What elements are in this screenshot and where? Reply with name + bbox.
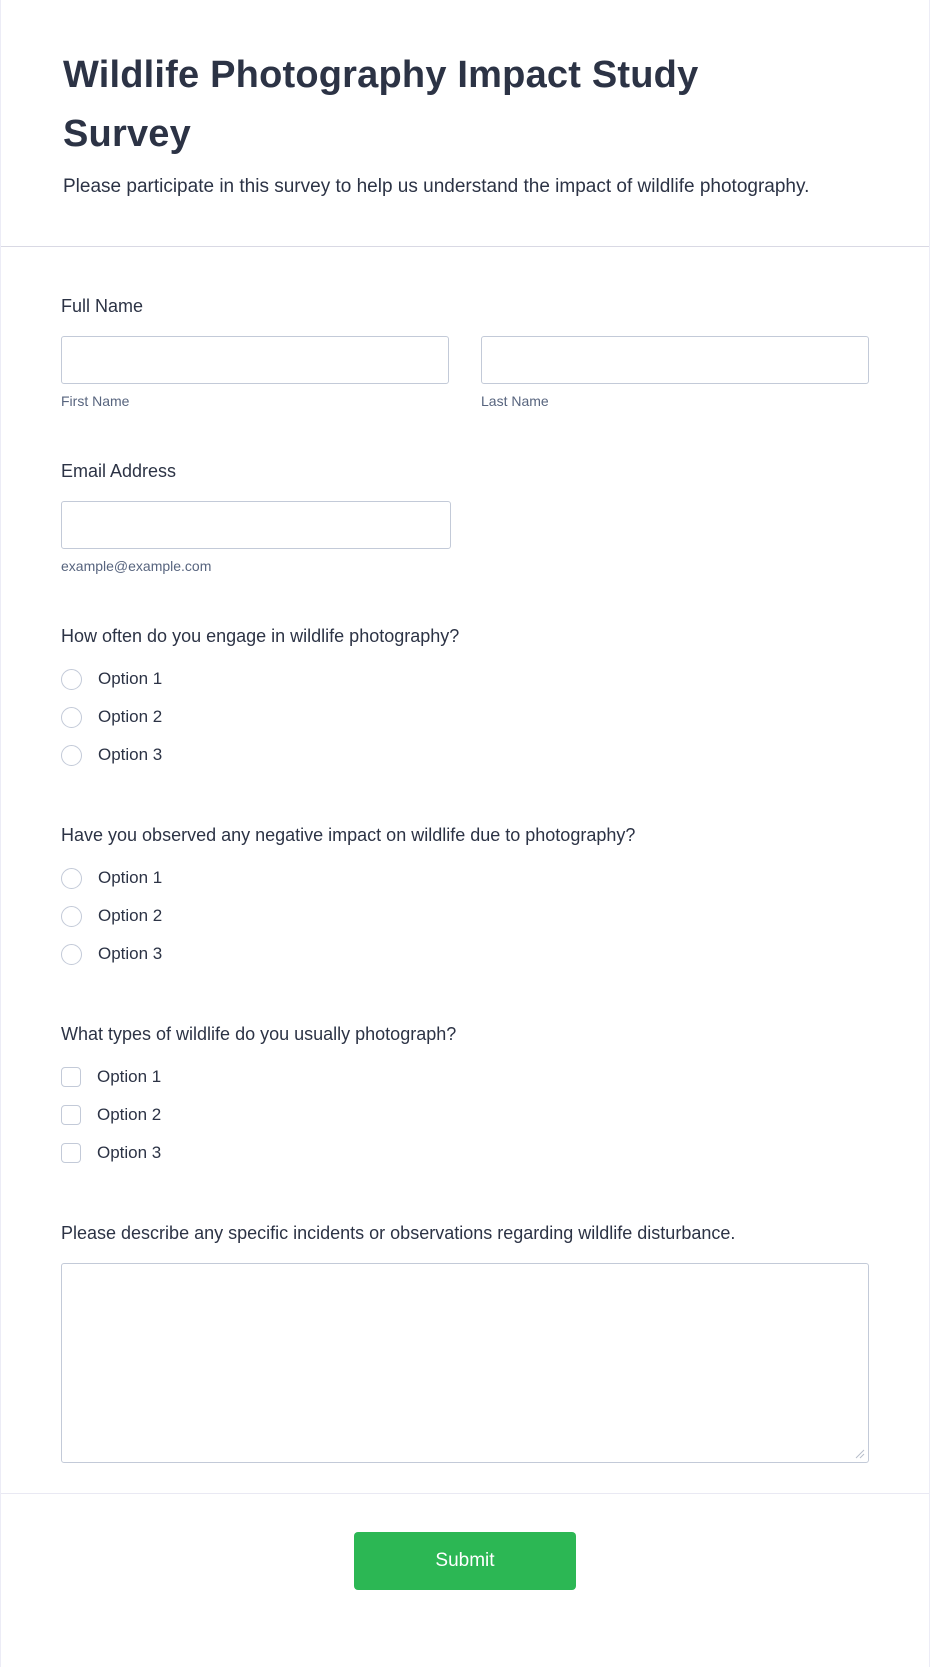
full-name-label: Full Name — [61, 296, 144, 316]
radio-button-icon[interactable] — [61, 868, 82, 889]
checkbox-option[interactable] — [61, 1134, 869, 1172]
checkbox-options-group — [61, 1058, 869, 1172]
checkbox-option-label: Option 2 — [97, 1105, 162, 1124]
checkbox-icon[interactable] — [61, 1067, 81, 1087]
radio-option-label: Option 2 — [98, 707, 163, 726]
radio-option[interactable] — [61, 698, 869, 736]
last-name-col — [481, 336, 869, 410]
radio-button-icon[interactable] — [61, 707, 82, 728]
radio-question-frequency — [61, 623, 869, 774]
radio-question-frequency-label: How often do you engage in wildlife photography? — [61, 626, 460, 646]
radio-button-icon[interactable] — [61, 906, 82, 927]
form-title: Wildlife Photography Impact Study Survey — [63, 54, 699, 155]
radio-option[interactable] — [61, 660, 869, 698]
longtext-question-incidents — [61, 1220, 869, 1463]
email-field — [61, 458, 869, 575]
form-body — [1, 247, 929, 1463]
first-name-col — [61, 336, 449, 410]
first-name-sublabel: First Name — [61, 393, 130, 409]
radio-button-icon[interactable] — [61, 944, 82, 965]
full-name-field — [61, 293, 869, 410]
email-input[interactable] — [61, 501, 451, 549]
email-label: Email Address — [61, 461, 177, 481]
checkbox-icon[interactable] — [61, 1105, 81, 1125]
checkbox-question-wildlife-types — [61, 1021, 869, 1172]
radio-option[interactable] — [61, 935, 869, 973]
checkbox-option-label: Option 1 — [97, 1067, 162, 1086]
checkbox-icon[interactable] — [61, 1143, 81, 1163]
checkbox-option-label: Option 3 — [97, 1143, 162, 1162]
form-header — [1, 0, 929, 246]
checkbox-option[interactable] — [61, 1058, 869, 1096]
radio-option-label: Option 2 — [98, 906, 163, 925]
checkbox-question-wildlife-types-label: What types of wildlife do you usually photograph? — [61, 1024, 457, 1044]
incidents-textarea[interactable] — [61, 1263, 869, 1463]
longtext-wrap — [61, 1263, 869, 1463]
radio-question-negative-impact-label: Have you observed any negative impact on wildlife due to photography? — [61, 825, 636, 845]
radio-options-group — [61, 859, 869, 973]
radio-question-negative-impact — [61, 822, 869, 973]
radio-option[interactable] — [61, 859, 869, 897]
radio-option-label: Option 3 — [98, 944, 163, 963]
radio-option[interactable] — [61, 897, 869, 935]
checkbox-option[interactable] — [61, 1096, 869, 1134]
radio-button-icon[interactable] — [61, 745, 82, 766]
longtext-question-incidents-label: Please describe any specific incidents or observations regarding wildlife disturbance. — [61, 1223, 736, 1243]
submit-button[interactable]: Submit — [354, 1532, 576, 1590]
full-name-inputs-row — [61, 336, 869, 410]
email-sublabel: example@example.com — [61, 558, 212, 574]
radio-option-label: Option 1 — [98, 669, 163, 688]
last-name-input[interactable] — [481, 336, 869, 384]
form-subtitle: Please participate in this survey to help us understand the impact of wildlife photography. — [63, 176, 810, 197]
last-name-sublabel: Last Name — [481, 393, 549, 409]
resize-handle-icon[interactable] — [853, 1447, 865, 1459]
radio-options-group — [61, 660, 869, 774]
radio-button-icon[interactable] — [61, 669, 82, 690]
form-footer — [1, 1494, 929, 1639]
radio-option-label: Option 1 — [98, 868, 163, 887]
radio-option-label: Option 3 — [98, 745, 163, 764]
first-name-input[interactable] — [61, 336, 449, 384]
radio-option[interactable] — [61, 736, 869, 774]
